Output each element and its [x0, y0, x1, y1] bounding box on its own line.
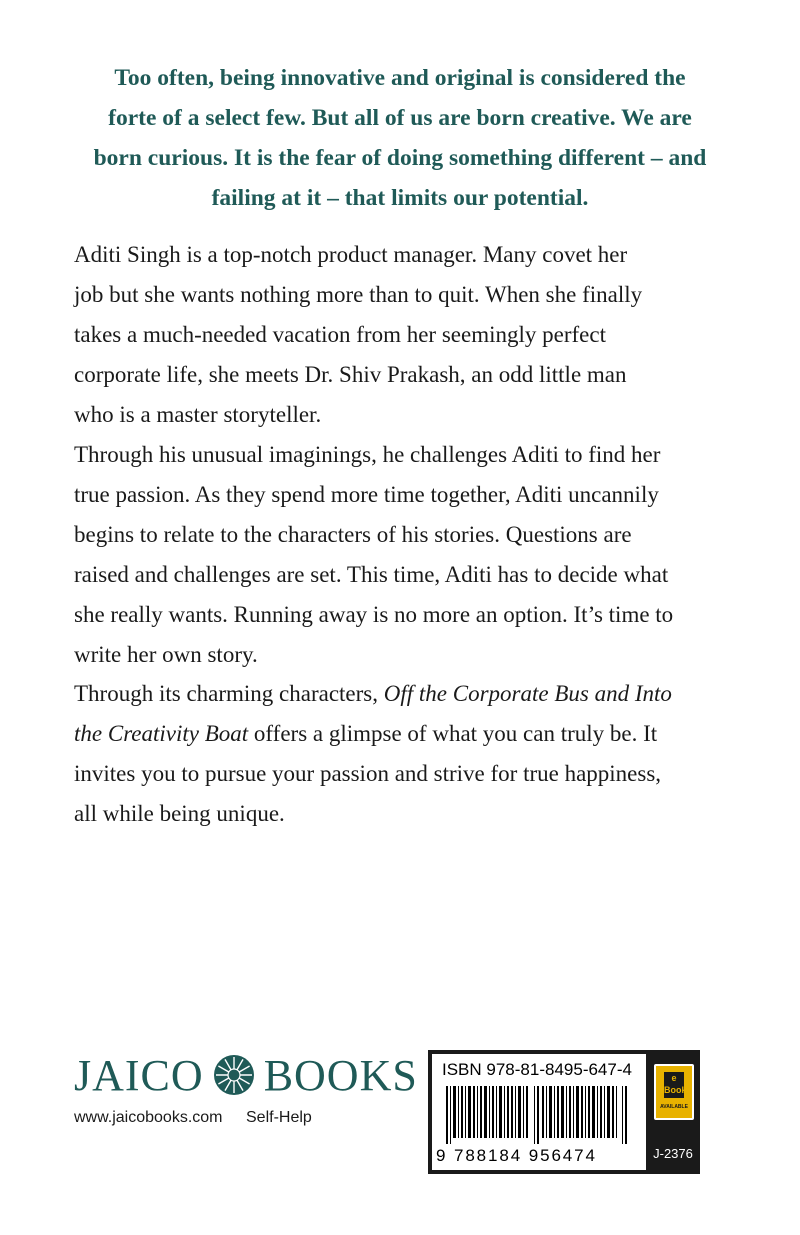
- text-line: Aditi Singh is a top-notch product manager. Many covet her: [74, 242, 628, 267]
- barcode-area: [432, 1054, 646, 1170]
- barcode-digits: 9 788184 956474: [436, 1146, 597, 1165]
- text-line: write her own story.: [74, 642, 258, 667]
- text-line: she really wants. Running away is no more an option. It’s time to: [74, 602, 674, 627]
- text-line: who is a master storyteller.: [74, 402, 322, 427]
- text-line: all while being unique.: [74, 801, 285, 826]
- text-line: [74, 674, 716, 714]
- barcode-panel: [428, 1050, 700, 1174]
- publisher-name-right: BOOKS: [263, 1050, 418, 1100]
- text-line: raised and challenges are set. This time, Aditi has to decide what: [74, 562, 669, 587]
- text-line: Through his unusual imaginings, he challenges Aditi to find her: [74, 442, 661, 467]
- text-line: [74, 714, 716, 754]
- text-line: true passion. As they spend more time together, Aditi uncannily: [74, 482, 659, 507]
- ebook-label: Book: [664, 1085, 687, 1095]
- synopsis-paragraph-2: [74, 435, 716, 675]
- synopsis-paragraph-1: [74, 235, 716, 435]
- tagline-line: Too often, being innovative and original is considered the: [114, 65, 686, 91]
- book-title-italic: the Creativity Boat: [74, 721, 249, 746]
- tagline: [60, 58, 740, 218]
- ebook-available-label: AVAILABLE: [660, 1104, 688, 1110]
- text-line: invites you to pursue your passion and strive for true happiness,: [74, 761, 662, 786]
- publisher-logo: [74, 1050, 418, 1100]
- text-line: begins to relate to the characters of his stories. Questions are: [74, 522, 632, 547]
- publisher-name-left: JAICO: [74, 1050, 204, 1100]
- ebook-letter: e: [671, 1073, 677, 1083]
- ebook-available-badge: [654, 1064, 694, 1120]
- tagline-line: born curious. It is the fear of doing something different – and: [93, 145, 707, 171]
- isbn-number: ISBN 978-81-8495-647-4: [442, 1060, 632, 1079]
- tagline-line: forte of a select few. But all of us are born creative. We are: [108, 105, 692, 131]
- text-line: corporate life, she meets Dr. Shiv Prakash, an odd little man: [74, 362, 627, 387]
- text-line: takes a much-needed vacation from her seemingly perfect: [74, 322, 606, 347]
- catalog-code: J-2376: [653, 1146, 693, 1161]
- genre-label: Self-Help: [246, 1109, 312, 1126]
- publisher-emblem-icon: [212, 1053, 256, 1097]
- book-title-italic: Off the Corporate Bus and Into: [383, 681, 672, 706]
- publisher-website: www.jaicobooks.com: [74, 1109, 223, 1126]
- text-span: Through its charming characters,: [74, 681, 384, 706]
- barcode-bars: [436, 1086, 642, 1144]
- tagline-line: failing at it – that limits our potential.: [211, 185, 589, 211]
- ebook-icon: [664, 1072, 687, 1098]
- text-line: job but she wants nothing more than to quit. When she finally: [74, 282, 643, 307]
- text-span: offers a glimpse of what you can truly be. It: [248, 721, 658, 746]
- synopsis-paragraph-3: [74, 674, 716, 834]
